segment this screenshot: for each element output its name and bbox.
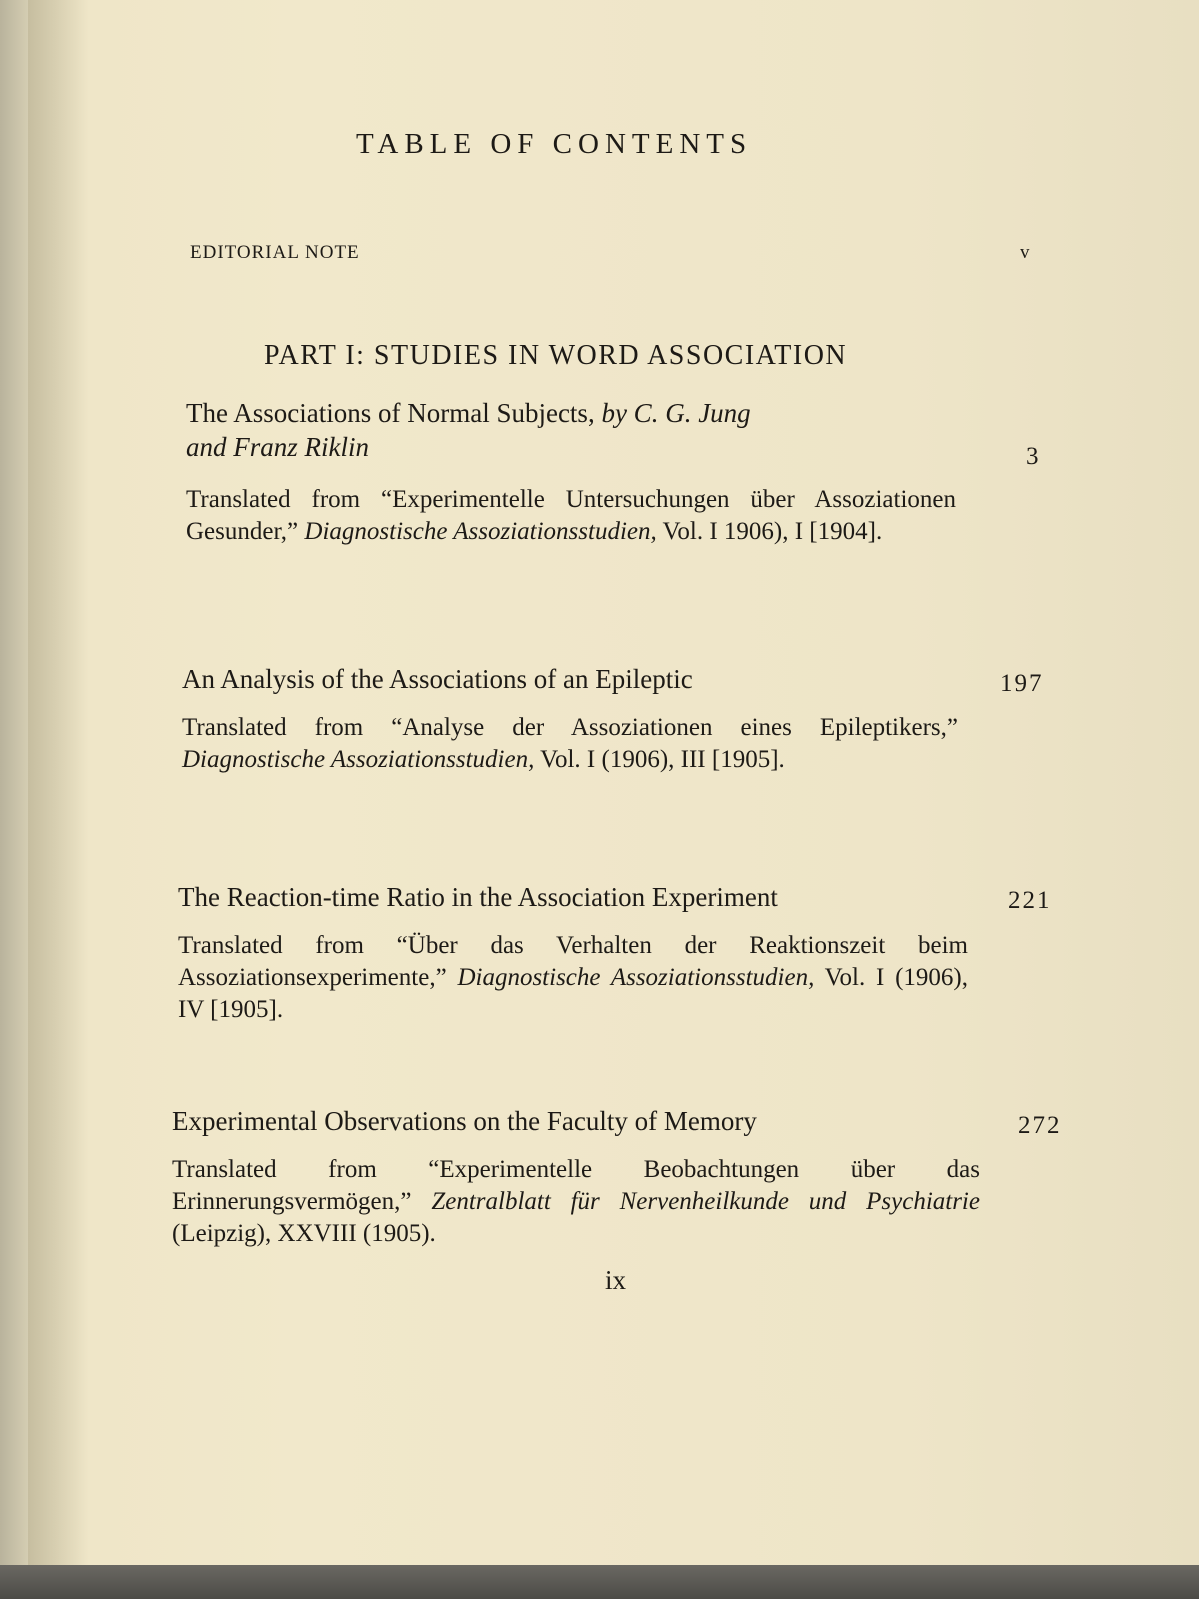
entry-3-volume: Vol. I (1906), IV [1905]. xyxy=(178,964,968,1023)
entry-2-translation-note xyxy=(182,712,958,776)
entry-2-source: Translated from “Analyse der Assoziationen eines Epileptikers,” xyxy=(182,714,958,741)
editorial-note-page: v xyxy=(1020,242,1030,263)
editorial-note-label: EDITORIAL NOTE xyxy=(190,242,360,263)
entry-1-title-text: The Associations of Normal Subjects, xyxy=(186,398,602,428)
entry-2-page: 197 xyxy=(1000,670,1044,697)
entry-2-journal: Diagnostische Assoziationsstudien, xyxy=(182,746,535,773)
entry-4-source: Translated from “Experimentelle Beobachtungen über das Erinnerungsvermögen,” xyxy=(172,1156,980,1215)
entry-4-translation-note xyxy=(172,1154,980,1250)
entry-2-volume: Vol. I (1906), III [1905]. xyxy=(534,746,785,773)
entry-3-title: The Reaction-time Ratio in the Association Experiment xyxy=(178,882,778,912)
entry-4-page: 272 xyxy=(1018,1112,1062,1139)
gutter-shadow xyxy=(28,0,88,1565)
entry-1-page: 3 xyxy=(1026,443,1041,470)
entry-1-volume: Vol. I 1906), I [1904]. xyxy=(656,518,883,545)
entry-1-translation-note xyxy=(186,484,956,548)
entry-3-translation-note xyxy=(178,930,968,1026)
entry-1-journal: Diagnostische Assoziationsstudien, xyxy=(304,518,657,545)
entry-3-source: Translated from “Über das Verhalten der Reaktionszeit beim Assoziationsexperimente,” xyxy=(178,932,968,991)
entry-4-volume: (Leipzig), XXVIII (1905). xyxy=(172,1220,436,1247)
entry-4-title: Experimental Observations on the Faculty of Memory xyxy=(172,1106,757,1136)
page-number: ix xyxy=(605,1265,627,1295)
page-title: TABLE OF CONTENTS xyxy=(356,128,753,160)
entry-1-title-line-1 xyxy=(186,398,751,429)
book-bottom-edge xyxy=(0,1565,1199,1599)
entry-4-journal: Zentralblatt für Nervenheilkunde und Psychiatrie xyxy=(431,1188,980,1215)
entry-3-journal: Diagnostische Assoziationsstudien, xyxy=(457,964,815,991)
part-heading: PART I: STUDIES IN WORD ASSOCIATION xyxy=(264,340,848,371)
entry-1-authors: by C. G. Jung xyxy=(601,398,751,428)
entry-1-source: Translated from “Experimentelle Untersuchungen über Assoziationen Gesunder,” xyxy=(186,486,956,545)
entry-1-title-line-2: and Franz Riklin xyxy=(186,432,369,462)
book-spine xyxy=(0,0,28,1565)
entry-3-page: 221 xyxy=(1008,887,1052,914)
entry-2-title: An Analysis of the Associations of an Epileptic xyxy=(182,664,693,694)
